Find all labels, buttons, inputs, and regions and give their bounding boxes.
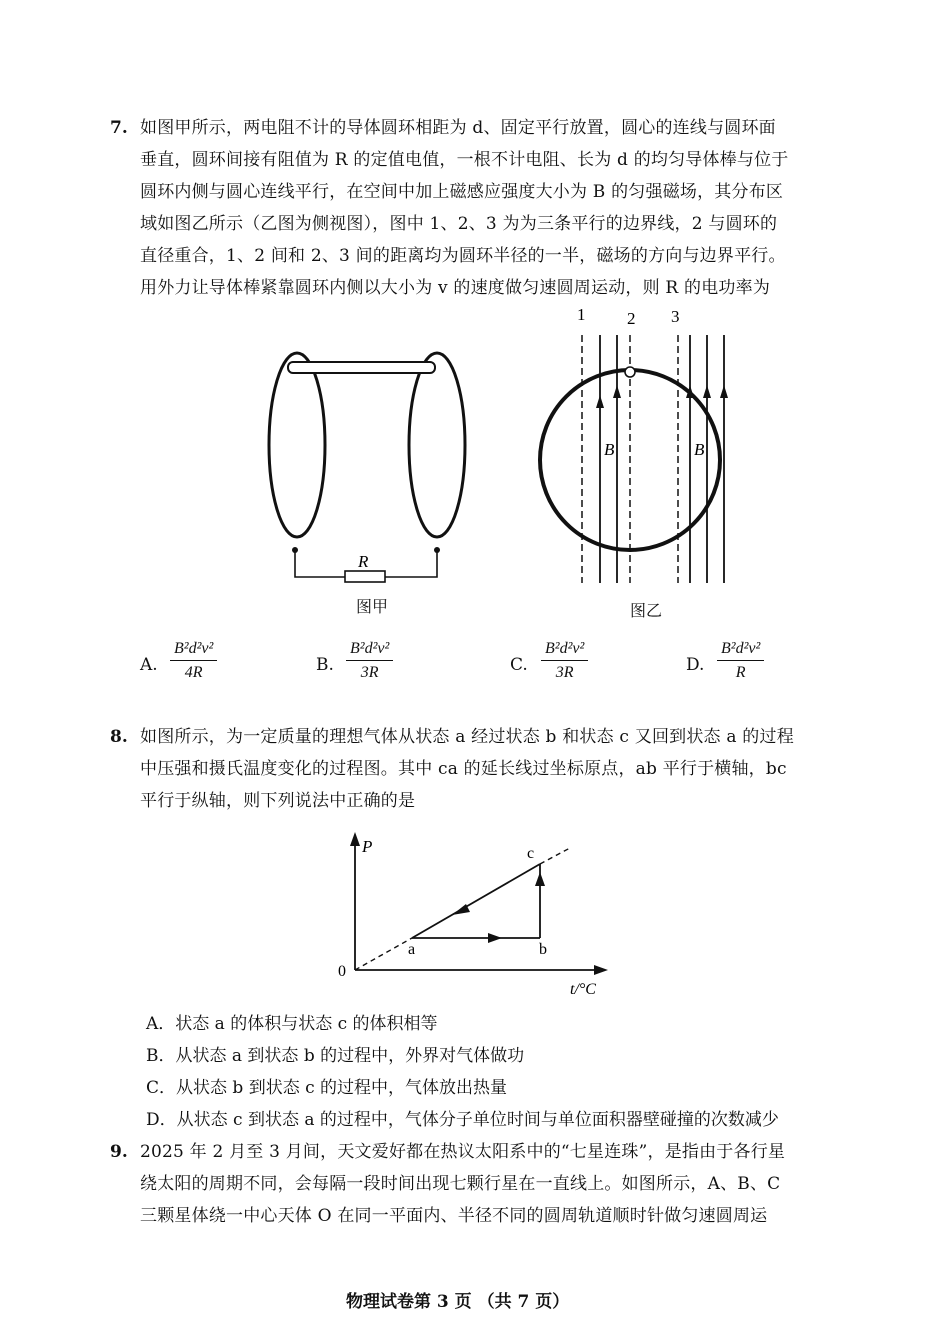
graph-y-label: P — [362, 837, 373, 856]
q7-option-b-fraction — [346, 640, 393, 682]
figure-jia — [255, 345, 485, 595]
q8-pt-graph — [330, 828, 620, 1000]
q7-option-d-numerator: B²d²v² — [717, 640, 764, 661]
q7-text-line-3: 圆环内侧与圆心连线平行，在空间中加上磁感应强度大小为 B 的匀强磁场，其分布区 — [140, 182, 784, 202]
q7-option-c-numerator: B²d²v² — [541, 640, 588, 661]
q8-option-c: C．从状态 b 到状态 c 的过程中，气体放出热量 — [146, 1078, 508, 1098]
q9-text-line-1: 2025 年 2 月至 3 月间，天文爱好都在热议太阳系中的“七星连珠”，是指由于各行星 — [140, 1142, 786, 1162]
boundary-label-1: 1 — [577, 305, 586, 324]
q7-option-d-fraction — [717, 640, 764, 682]
q7-number: 7. — [110, 118, 128, 138]
q7-option-d-letter: D. — [686, 655, 705, 675]
q9-text-line-3: 三颗星体绕一中心天体 O 在同一平面内、半径不同的圆周轨道顺时针做匀速圆周运 — [140, 1206, 768, 1226]
q7-text-line-1: 如图甲所示，两电阻不计的导体圆环相距为 d、固定平行放置，圆心的连线与圆环面 — [140, 118, 776, 138]
q7-option-c-letter: C. — [510, 655, 528, 675]
q7-option-b-letter: B. — [316, 655, 334, 675]
q8-text-line-2: 中压强和摄氏温度变化的过程图。其中 ca 的延长线过坐标原点，ab 平行于横轴，bc — [140, 759, 787, 779]
q9-number: 9. — [110, 1142, 128, 1162]
q8-number: 8. — [110, 727, 128, 747]
graph-point-b: b — [539, 941, 547, 958]
graph-x-label: t/°C — [570, 981, 596, 998]
boundary-label-2: 2 — [627, 309, 636, 328]
figure-yi-caption: 图乙 — [630, 601, 663, 620]
q7-option-a-fraction — [170, 640, 217, 682]
field-label-left: B — [604, 440, 615, 459]
graph-origin-label: 0 — [338, 963, 346, 980]
field-label-right: B — [694, 440, 705, 459]
q8-text-line-1: 如图所示，为一定质量的理想气体从状态 a 经过状态 b 和状态 c 又回到状态 a 的过程 — [140, 727, 794, 747]
q7-option-b-denominator: 3R — [360, 664, 379, 681]
q8-option-d: D．从状态 c 到状态 a 的过程中，气体分子单位时间与单位面积器壁碰撞的次数减少 — [146, 1110, 779, 1130]
figure-yi — [525, 300, 745, 595]
graph-point-a: a — [408, 941, 416, 958]
q8-option-b: B．从状态 a 到状态 b 的过程中，外界对气体做功 — [146, 1046, 525, 1066]
q9-text-line-2: 绕太阳的周期不同，会每隔一段时间出现七颗行星在一直线上。如图所示，A、B、C — [140, 1174, 781, 1194]
q7-option-a-numerator: B²d²v² — [170, 640, 217, 661]
q8-option-a: A．状态 a 的体积与状态 c 的体积相等 — [146, 1014, 438, 1034]
q7-text-line-6: 用外力让导体棒紧靠圆环内侧以大小为 v 的速度做匀速圆周运动，则 R 的电功率为 — [140, 278, 771, 298]
boundary-label-3: 3 — [671, 307, 680, 326]
page-footer: 物理试卷第 3 页 （共 7 页） — [346, 1292, 570, 1312]
q7-option-a-denominator: 4R — [184, 664, 203, 681]
figure-jia-caption: 图甲 — [356, 597, 389, 616]
q7-option-a-letter: A. — [140, 655, 158, 675]
q7-text-line-2: 垂直，圆环间接有阻值为 R 的定值电值，一根不计电阻、长为 d 的均匀导体棒与位于 — [140, 150, 789, 170]
q7-option-b-numerator: B²d²v² — [346, 640, 393, 661]
resistor-label: R — [358, 552, 369, 571]
q7-text-line-4: 域如图乙所示（乙图为侧视图），图中 1、2、3 为为三条平行的边界线，2 与圆环的 — [140, 214, 778, 234]
q7-option-d-denominator: R — [735, 664, 746, 681]
graph-point-c: c — [527, 845, 535, 862]
q8-text-line-3: 平行于纵轴，则下列说法中正确的是 — [140, 791, 416, 811]
q7-option-c-denominator: 3R — [555, 664, 574, 681]
q7-option-c-fraction — [541, 640, 588, 682]
q7-text-line-5: 直径重合，1、2 间和 2、3 间的距离均为圆环半径的一半，磁场的方向与边界平行。 — [140, 246, 786, 266]
